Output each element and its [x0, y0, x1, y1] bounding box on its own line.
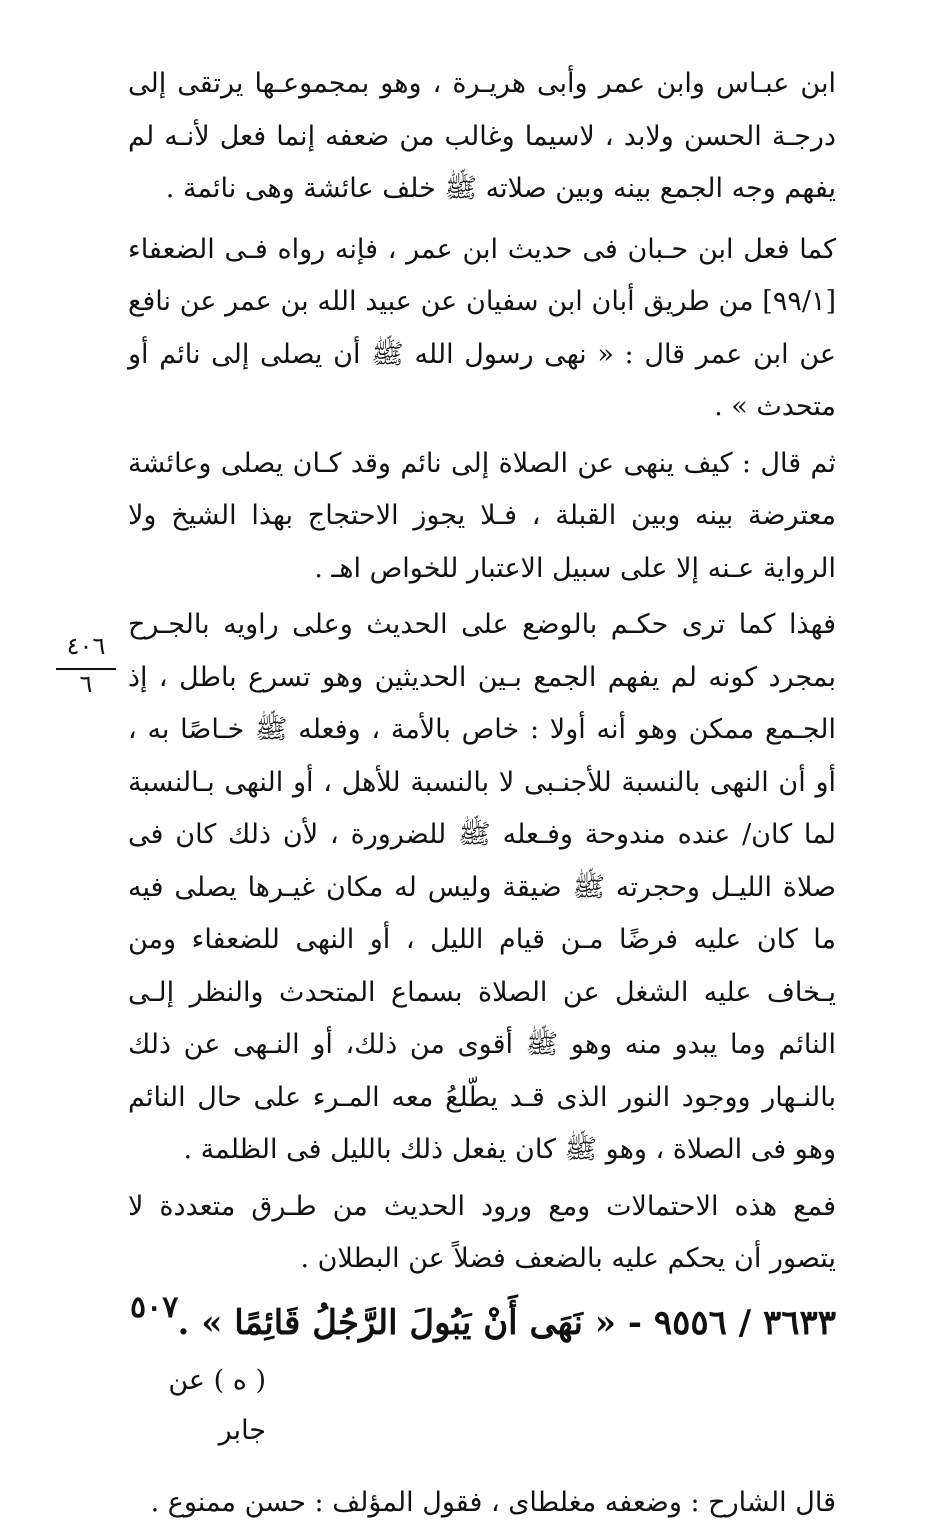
page-number: ٥٠٧	[130, 1290, 179, 1325]
hadith-source: ( ه ) عن جابر	[168, 1364, 266, 1446]
commentary-note: قال الشارح : وضعفه مغلطاى ، فقول المؤلف : حسن ممنوع .	[150, 1486, 836, 1518]
paragraph-3: ثم قال : كيف ينهى عن الصلاة إلى نائم وقد كـان يصلى وعائشة معترضة بينه وبين القبلة ، فـلا يجوز الاحتجاج بهذا الشيخ ولا الرواية عـنه إلا على سبيل الاعتبار للخواص اهـ .	[128, 447, 836, 584]
hadith-heading: ٣٦٣٣ / ٩٥٥٦ - « نَهَى أَنْ يَبُولَ الرَّجُلُ قَائِمًا » .	[177, 1302, 836, 1343]
margin-reference-bottom: ٦	[79, 670, 93, 698]
paragraph-5: فمع هذه الاحتمالات ومع ورود الحديث من طـرق متعددة لا يتصور أن يحكم عليه بالضعف فضلاً عن البطلان .	[128, 1190, 836, 1274]
page-body	[128, 58, 836, 1528]
paragraph-4: فهذا كما ترى حكـم بالوضع على الحديث وعلى راويه بالجـرح بمجرد كونه لم يفهم الجمع بـين الحديثين وهو تسرع باطل ، إذ الجـمع ممكن وهو أنه أولا : خاص بالأمة ، وفعله ﷺ خـاصًا به ، أو أن النهى بالنسبة للأجنـبى لا بالنسبة للأهل ، أو النهى بـالنسبة لما كان/ عنده مندوحة وفـعله ﷺ للضرورة ، لأن ذلك كان فى صلاة الليـل وحجرته ﷺ ضيقة وليس له مكان غيـرها يصلى فيه ما كان عليه فرضًا مـن قيام الليل ، أو النهى للضعفاء ومن يـخاف عليه الشغل عن الصلاة بسماع المتحدث والنظر إلـى النائم وما يبدو منه وهو ﷺ أقوى من ذلك، أو النـهى عن ذلك بالنـهار ووجود النور الذى قـد يطّلعُ معه المـرء على حال النائم وهو فى الصلاة ، وهو ﷺ كان يفعل ذلك بالليل فى الظلمة .	[128, 609, 836, 1165]
margin-reference	[56, 632, 116, 696]
margin-reference-top: ٤٠٦	[66, 632, 106, 660]
paragraph-2: كما فعل ابن حـبان فى حديث ابن عمر ، فإنه رواه فـى الضعفاء [٩٩/١] من طريق أبان ابن سفيان عن عبيد الله بن عمر عن نافع عن ابن عمر قال : « نهى رسول الله ﷺ أن يصلى إلى نائم أو متحدث » .	[128, 233, 836, 422]
paragraph-1: ابن عبـاس وابن عمر وأبى هريـرة ، وهو بمجموعـها يرتقى إلى درجـة الحسن ولابد ، لاسيما وغالب من ضعفه إنما فعل لأنـه لم يفهم وجه الجمع بينه وبين صلاته ﷺ خلف عائشة وهى نائمة .	[128, 68, 836, 204]
